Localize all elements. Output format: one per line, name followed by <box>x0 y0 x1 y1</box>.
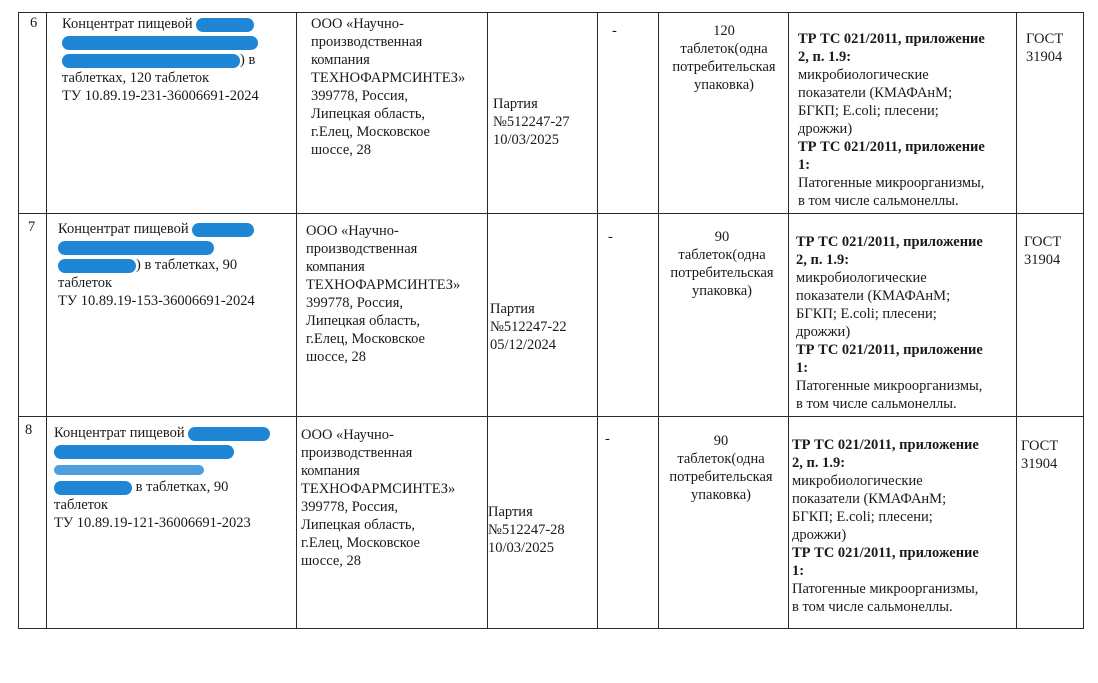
requirement-text: дрожжи) <box>792 527 847 543</box>
manufacturer-line: шоссе, 28 <box>301 553 362 569</box>
table-line <box>658 12 659 629</box>
manufacturer-line: ООО «Научно- <box>311 16 404 32</box>
requirement-title: ТР ТС 021/2011, приложение <box>792 545 979 561</box>
requirement-title: ТР ТС 021/2011, приложение <box>798 139 985 155</box>
requirement-text: показатели (КМАФАнМ; <box>792 491 947 507</box>
requirement-title: ТР ТС 021/2011, приложение <box>792 437 979 453</box>
batch-line: Партия <box>493 96 538 112</box>
batch-line: 10/03/2025 <box>488 540 555 556</box>
requirement-text: Патогенные микроорганизмы, <box>798 175 985 191</box>
quantity-line: таблеток(одна <box>678 247 766 263</box>
quantity-line: потребительская <box>670 265 774 281</box>
product-form: таблеток <box>58 275 113 291</box>
batch-line: №512247-27 <box>493 114 570 130</box>
requirement-text: БГКП; E.coli; плесени; <box>792 509 933 525</box>
requirement-title: 2, п. 1.9: <box>798 49 852 65</box>
batch-line: 05/12/2024 <box>490 337 557 353</box>
manufacturer-line: 399778, Россия, <box>311 88 408 104</box>
product-name: Концентрат пищевой <box>62 16 193 32</box>
quantity-line: потребительская <box>669 469 773 485</box>
requirement-text: в том числе сальмонеллы. <box>798 193 959 209</box>
manufacturer-cell <box>301 426 486 570</box>
gost-cell <box>1026 30 1081 66</box>
requirement-title: 1: <box>796 360 809 376</box>
requirement-text: микробиологические <box>792 473 923 489</box>
requirement-title: ТР ТС 021/2011, приложение <box>796 234 983 250</box>
requirement-title: ТР ТС 021/2011, приложение <box>798 31 985 47</box>
redaction-mark <box>58 241 214 255</box>
redaction-mark <box>62 36 258 50</box>
manufacturer-cell <box>306 222 486 366</box>
product-form: в таблетках, 90 <box>135 479 229 495</box>
product-name: Концентрат пищевой <box>58 221 189 237</box>
dash-cell: - <box>605 431 610 447</box>
quantity-line: упаковка) <box>694 77 754 93</box>
manufacturer-line: производственная <box>306 241 418 257</box>
redaction-mark <box>62 54 240 68</box>
manufacturer-line: ТЕХНОФАРМСИНТЕЗ» <box>311 70 466 86</box>
manufacturer-line: 399778, Россия, <box>306 295 403 311</box>
table-line <box>46 12 47 629</box>
requirement-title: 1: <box>792 563 805 579</box>
requirement-title: 2, п. 1.9: <box>796 252 850 268</box>
manufacturer-line: г.Елец, Московское <box>306 331 425 347</box>
manufacturer-cell <box>311 15 486 159</box>
manufacturer-line: Липецкая область, <box>301 517 416 533</box>
batch-line: №512247-22 <box>490 319 567 335</box>
manufacturer-line: компания <box>311 52 370 68</box>
quantity-line: упаковка) <box>692 283 752 299</box>
table-line <box>18 12 19 629</box>
row-number: 8 <box>25 422 33 438</box>
product-form: ) в <box>240 52 256 68</box>
batch-line: №512247-28 <box>488 522 565 538</box>
batch-line: 10/03/2025 <box>493 132 560 148</box>
gost-cell <box>1024 233 1080 269</box>
quantity-cell <box>660 22 788 94</box>
product-cell <box>54 424 292 532</box>
gost-line: 31904 <box>1021 456 1058 472</box>
requirement-text: в том числе сальмонеллы. <box>796 396 957 412</box>
requirement-text: микробиологические <box>796 270 927 286</box>
requirement-title: 2, п. 1.9: <box>792 455 846 471</box>
manufacturer-line: Липецкая область, <box>311 106 426 122</box>
row-number: 6 <box>30 15 38 31</box>
manufacturer-line: г.Елец, Московское <box>311 124 430 140</box>
batch-line: Партия <box>490 301 535 317</box>
manufacturer-line: производственная <box>311 34 423 50</box>
batch-cell <box>488 503 594 557</box>
manufacturer-line: ООО «Научно- <box>306 223 399 239</box>
product-name: Концентрат пищевой <box>54 425 185 441</box>
manufacturer-line: компания <box>306 259 365 275</box>
quantity-line: таблеток(одна <box>680 41 768 57</box>
requirement-text: в том числе сальмонеллы. <box>792 599 953 615</box>
batch-line: Партия <box>488 504 533 520</box>
product-tu: ТУ 10.89.19-153-36006691-2024 <box>58 293 255 309</box>
redaction-mark <box>192 223 254 237</box>
manufacturer-line: 399778, Россия, <box>301 499 398 515</box>
requirement-text: БГКП; E.coli; плесени; <box>798 103 939 119</box>
manufacturer-line: шоссе, 28 <box>311 142 372 158</box>
table-line <box>788 12 789 629</box>
gost-cell <box>1021 437 1079 473</box>
table-line <box>296 12 297 629</box>
table-line <box>1083 12 1084 629</box>
product-cell <box>62 15 292 105</box>
redaction-mark <box>54 445 234 459</box>
product-tu: ТУ 10.89.19-121-36006691-2023 <box>54 515 251 531</box>
gost-line: ГОСТ <box>1026 31 1064 47</box>
gost-line: 31904 <box>1026 49 1063 65</box>
redaction-mark <box>54 481 132 495</box>
requirements-cell <box>796 233 1014 413</box>
redaction-mark <box>188 427 270 441</box>
batch-cell <box>493 95 593 149</box>
requirement-title: ТР ТС 021/2011, приложение <box>796 342 983 358</box>
requirement-text: Патогенные микроорганизмы, <box>796 378 983 394</box>
requirement-text: микробиологические <box>798 67 929 83</box>
gost-line: ГОСТ <box>1021 438 1059 454</box>
manufacturer-line: ТЕХНОФАРМСИНТЕЗ» <box>301 481 456 497</box>
manufacturer-line: производственная <box>301 445 413 461</box>
dash-cell: - <box>608 229 613 245</box>
requirements-cell <box>792 436 1012 616</box>
batch-cell <box>490 300 594 354</box>
requirement-text: БГКП; E.coli; плесени; <box>796 306 937 322</box>
quantity-line: 120 <box>713 23 735 39</box>
product-form: таблеток <box>54 497 109 513</box>
manufacturer-line: ООО «Научно- <box>301 427 394 443</box>
quantity-line: потребительская <box>672 59 776 75</box>
quantity-cell <box>658 228 786 300</box>
quantity-line: упаковка) <box>691 487 751 503</box>
requirement-text: дрожжи) <box>796 324 851 340</box>
quantity-line: 90 <box>713 433 729 449</box>
product-cell <box>58 220 292 310</box>
manufacturer-line: компания <box>301 463 360 479</box>
row-number: 7 <box>28 219 36 235</box>
manufacturer-line: Липецкая область, <box>306 313 421 329</box>
quantity-cell <box>657 432 785 504</box>
gost-line: ГОСТ <box>1024 234 1062 250</box>
quantity-line: 90 <box>714 229 730 245</box>
manufacturer-line: ТЕХНОФАРМСИНТЕЗ» <box>306 277 461 293</box>
requirement-title: 1: <box>798 157 811 173</box>
manufacturer-line: шоссе, 28 <box>306 349 367 365</box>
product-tu: ТУ 10.89.19-231-36006691-2024 <box>62 88 259 104</box>
requirement-text: дрожжи) <box>798 121 853 137</box>
gost-line: 31904 <box>1024 252 1061 268</box>
table-line <box>18 12 1084 13</box>
dash-cell: - <box>612 23 617 39</box>
product-form: ) в таблетках, 90 <box>136 257 238 273</box>
redaction-mark <box>58 259 136 273</box>
requirements-cell <box>798 30 1014 210</box>
requirement-text: показатели (КМАФАнМ; <box>798 85 953 101</box>
table-line <box>18 213 1084 214</box>
requirement-text: показатели (КМАФАнМ; <box>796 288 951 304</box>
quantity-line: таблеток(одна <box>677 451 765 467</box>
product-form: таблетках, 120 таблеток <box>62 70 210 86</box>
redaction-mark <box>54 465 204 475</box>
manufacturer-line: г.Елец, Московское <box>301 535 420 551</box>
table-line <box>597 12 598 629</box>
redaction-mark <box>196 18 254 32</box>
table-line <box>1016 12 1017 629</box>
table-line <box>18 628 1084 629</box>
requirement-text: Патогенные микроорганизмы, <box>792 581 979 597</box>
table-line <box>18 416 1084 417</box>
